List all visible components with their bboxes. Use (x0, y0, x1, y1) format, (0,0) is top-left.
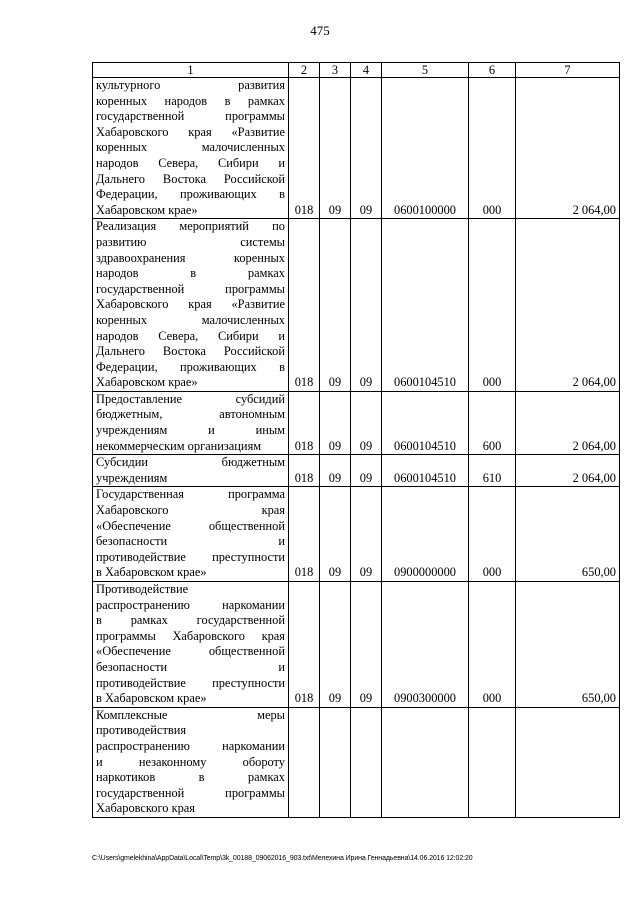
table-row (93, 582, 620, 708)
row-name (93, 455, 289, 487)
header-col-1: 1 (93, 63, 289, 78)
cell-col-3: 09 (320, 455, 351, 487)
row-name-line: противодействие преступности (96, 675, 285, 690)
cell-col-4 (351, 707, 382, 817)
cell-col-3 (320, 707, 351, 817)
row-name-line: государственной программы (96, 109, 285, 124)
row-name (93, 582, 289, 708)
cell-col-4: 09 (351, 487, 382, 582)
row-name (93, 391, 289, 454)
cell-col-2: 018 (289, 391, 320, 454)
cell-col-2: 018 (289, 455, 320, 487)
row-name (93, 707, 289, 817)
row-name-line: «Обеспечение общественной (96, 518, 285, 533)
row-name-line: Дальнего Востока Российской (96, 171, 285, 186)
cell-col-2: 018 (289, 219, 320, 392)
row-name-line: культурного развития (96, 78, 285, 92)
cell-col-6: 000 (469, 582, 516, 708)
row-name-line: распространению наркомании (96, 738, 285, 753)
row-name-line: бюджетным, автономным (96, 407, 285, 422)
row-name-line: развитию системы (96, 234, 285, 249)
row-name-line: Хабаровском крае» (96, 202, 198, 217)
table-row (93, 455, 620, 487)
cell-col-4: 09 (351, 78, 382, 219)
cell-col-6 (469, 707, 516, 817)
cell-col-6: 600 (469, 391, 516, 454)
row-name-line: Государственная программа (96, 487, 285, 502)
row-name-line: Предоставление субсидий (96, 391, 285, 406)
cell-col-5 (382, 707, 469, 817)
row-name-line: государственной программы (96, 281, 285, 296)
table-row (93, 219, 620, 392)
cell-col-2 (289, 707, 320, 817)
cell-col-5: 0600100000 (382, 78, 469, 219)
cell-col-3: 09 (320, 78, 351, 219)
row-name-line: учреждениям и иным (96, 423, 285, 438)
header-col-7: 7 (516, 63, 620, 78)
cell-col-3: 09 (320, 582, 351, 708)
cell-col-5: 0900300000 (382, 582, 469, 708)
cell-col-7: 650,00 (516, 487, 620, 582)
row-name-line: некоммерческим организациям (96, 438, 262, 453)
row-name-line: противодействия (96, 723, 187, 738)
row-name-line: народов Севера, Сибири и (96, 328, 285, 343)
budget-table (92, 62, 620, 818)
row-name (93, 219, 289, 392)
header-col-6: 6 (469, 63, 516, 78)
cell-col-6: 000 (469, 219, 516, 392)
header-col-3: 3 (320, 63, 351, 78)
cell-col-5: 0600104510 (382, 391, 469, 454)
row-name-line: Хабаровского края (96, 801, 195, 816)
page-number: 475 (310, 23, 330, 38)
row-name-line: здравоохранения коренных (96, 250, 285, 265)
row-name-line: наркотиков в рамках (96, 770, 285, 785)
row-name-line: безопасности и (96, 659, 285, 674)
cell-col-5: 0600104510 (382, 455, 469, 487)
row-name (93, 78, 289, 219)
cell-col-7 (516, 707, 620, 817)
row-name-line: в рамках государственной (96, 613, 285, 628)
header-row (93, 63, 620, 78)
row-name-line: безопасности и (96, 534, 285, 549)
header-col-5: 5 (382, 63, 469, 78)
table-row (93, 78, 620, 219)
row-name-line: государственной программы (96, 785, 285, 800)
row-name-line: и незаконному обороту (96, 754, 285, 769)
row-name-line: Реализация мероприятий по (96, 219, 285, 234)
cell-col-2: 018 (289, 487, 320, 582)
cell-col-4: 09 (351, 582, 382, 708)
header-col-2: 2 (289, 63, 320, 78)
table-row (93, 487, 620, 582)
table-row (93, 707, 620, 817)
cell-col-4: 09 (351, 455, 382, 487)
row-name (93, 487, 289, 582)
row-name-line: Дальнего Востока Российской (96, 344, 285, 359)
row-name-line: Хабаровского края «Развитие (96, 297, 285, 312)
cell-col-7: 2 064,00 (516, 455, 620, 487)
cell-col-5: 0900000000 (382, 487, 469, 582)
row-name-line: распространению наркомании (96, 597, 285, 612)
table-body (93, 78, 620, 818)
cell-col-7: 2 064,00 (516, 78, 620, 219)
row-name-line: «Обеспечение общественной (96, 644, 285, 659)
header-col-4: 4 (351, 63, 382, 78)
cell-col-6: 000 (469, 487, 516, 582)
row-name-line: Противодействие (96, 582, 189, 596)
row-name-line: Федерации, проживающих в (96, 187, 285, 202)
cell-col-7: 2 064,00 (516, 391, 620, 454)
cell-col-2: 018 (289, 78, 320, 219)
row-name-line: народов Севера, Сибири и (96, 155, 285, 170)
cell-col-3: 09 (320, 487, 351, 582)
row-name-line: Комплексные меры (96, 707, 285, 722)
cell-col-4: 09 (351, 391, 382, 454)
row-name-line: Федерации, проживающих в (96, 359, 285, 374)
cell-col-6: 000 (469, 78, 516, 219)
cell-col-3: 09 (320, 219, 351, 392)
row-name-line: в Хабаровском крае» (96, 691, 207, 706)
row-name-line: коренных малочисленных (96, 140, 285, 155)
row-name-line: Хабаровском крае» (96, 375, 198, 390)
cell-col-3: 09 (320, 391, 351, 454)
cell-col-7: 650,00 (516, 582, 620, 708)
row-name-line: в Хабаровском крае» (96, 565, 207, 580)
cell-col-5: 0600104510 (382, 219, 469, 392)
table-row (93, 391, 620, 454)
row-name-line: Субсидии бюджетным (96, 455, 285, 470)
row-name-line: коренных народов в рамках (96, 93, 285, 108)
cell-col-4: 09 (351, 219, 382, 392)
row-name-line: программы Хабаровского края (96, 628, 285, 643)
cell-col-2: 018 (289, 582, 320, 708)
cell-col-7: 2 064,00 (516, 219, 620, 392)
row-name-line: народов в рамках (96, 266, 285, 281)
row-name-line: учреждениям (96, 470, 168, 485)
row-name-line: Хабаровского края (96, 503, 285, 518)
cell-col-6: 610 (469, 455, 516, 487)
row-name-line: противодействие преступности (96, 549, 285, 564)
row-name-line: Хабаровского края «Развитие (96, 124, 285, 139)
file-path-footer: C:\Users\gmelekhina\AppData\Local\Temp\3k_00188_09062016_903.txt\Мелехина Ирина Геннадьевна\14.06.2016 12:02:20 (92, 855, 473, 862)
row-name-line: коренных малочисленных (96, 312, 285, 327)
